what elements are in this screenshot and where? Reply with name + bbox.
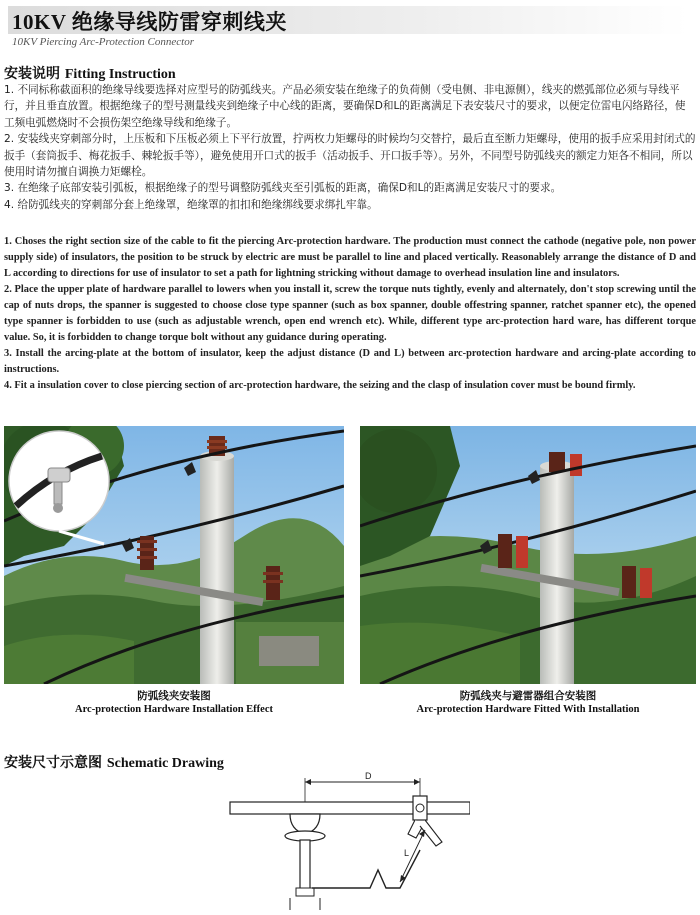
fitting-heading-en: Fitting Instruction [64, 67, 176, 82]
fitting-heading-cn: 安装说明 [4, 66, 60, 82]
label-l: L [404, 848, 410, 858]
fitting-heading [4, 63, 176, 83]
instruction-cn-4: 4. 给防弧线夹的穿刺部分套上绝缘罩，绝缘罩的扣扣和绝缘绑线要求绑扎牢靠。 [4, 198, 378, 211]
left-photo-caption [4, 690, 344, 716]
left-caption-en: Arc-protection Hardware Installation Effect [74, 704, 273, 715]
right-caption-cn: 防弧线夹与避雷器组合安装图 [459, 690, 597, 702]
left-caption-cn: 防弧线夹安装图 [137, 690, 211, 702]
instruction-en-3: 3. Install the arcing-plate at the bottom of insulator, keep the adjust distance (D and L) between arc-protection hardware and arcing-plate according to instructions. [4, 348, 696, 375]
schematic-heading-en: Schematic Drawing [106, 756, 224, 771]
schematic-heading-cn: 安装尺寸示意图 [4, 755, 102, 771]
instruction-cn-3: 3. 在绝缘子底部安装引弧板，根据绝缘子的型号调整防弧线夹至引弧板的距离，确保D和L的距离满足安装尺寸的要求。 [4, 182, 562, 195]
right-caption-en: Arc-protection Hardware Fitted With Installation [416, 704, 640, 715]
instruction-en-1: 1. Choses the right section size of the cable to fit the piercing Arc-protection hardware. The production must connect the cathode (negative pole, non power supply side) of insulators, the position to be struck by electric are must be parallel to line and placed vertically. Reasonablely arrange the distance of D and L according to directions for use of insulator to set a path for lightning stricking without damage to overhead insulation line and insulators. [4, 236, 696, 279]
installation-photo [4, 426, 344, 684]
insulator-pin [300, 840, 310, 890]
right-photo-caption [360, 690, 696, 716]
schematic-heading [4, 752, 224, 772]
schematic-drawing [220, 770, 470, 910]
label-d: D [365, 771, 372, 781]
conductor-line [230, 802, 470, 814]
instruction-en-4: 4. Fit a insulation cover to close piercing section of arc-protection hardware, the seizing and the clasp of insulation cover must be bound firmly. [4, 380, 636, 391]
page-title: 10KV 绝缘导线防雷穿刺线夹 [12, 10, 287, 34]
instructions-en [4, 234, 696, 394]
instructions-cn [4, 82, 696, 213]
instruction-en-2: 2. Place the upper plate of hardware parallel to lowers when you install it, screw the torque nuts tightly, evenly and alternately, don't stop screwing until the cap of nuts drops, the spanner is suggested to choose close type spanner (such as box spanner, double offestring spanner, ratchet spanner etc), the opened type spanner is forbidden to use (such as adjustable wrench, open end wrench etc). While, different type arc-protection hard ware, has different torque value. So, it is forbidden to change torque bolt without any guidance during operating. [4, 284, 696, 343]
instruction-cn-2: 2. 安装线夹穿刺部分时，上压板和下压板必须上下平行放置，拧两枚力矩螺母的时候均匀交替拧，最后直至断力矩螺母，使用的扳手应采用封闭式的扳手（套筒扳手、梅花扳手、棘轮扳手等），避免使用开口式的扳手（活动扳手、开口扳手等）。另外，不同型号防弧线夹的额定力矩各不相同，所以使用时请勿擅自调换力矩螺栓。 [4, 133, 696, 179]
page-subtitle: 10KV Piercing Arc-Protection Connector [12, 36, 194, 48]
instruction-cn-1: 1. 不同标称截面积的绝缘导线要选择对应型号的防弧线夹。产品必须安装在绝缘子的负荷侧（受电侧、非电源侧），线夹的燃弧部位必须与导线平行，并且垂直放置。根据绝缘子的型号测量线夹到绝缘子中心线的距离，要确保D和L的距离满足下表安装尺寸的要求，以便定位雷电闪络路径，使工频电弧燃烧时不会损伤架空绝缘导线和绝缘子。 [4, 84, 686, 129]
arrester-installation-photo [360, 426, 696, 684]
